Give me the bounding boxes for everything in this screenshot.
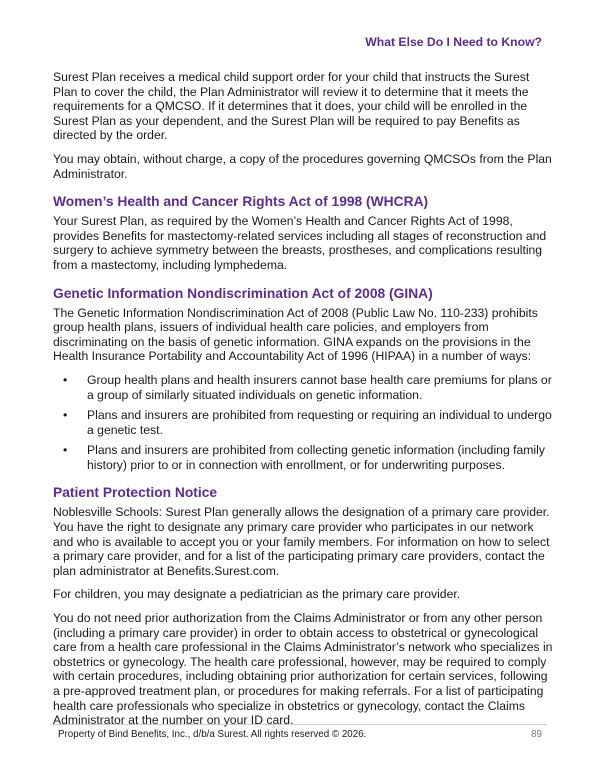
footer-divider <box>53 724 547 725</box>
page-content <box>53 70 553 737</box>
running-header: What Else Do I Need to Know? <box>365 35 542 49</box>
bullet-icon: • <box>63 408 68 423</box>
list-item <box>53 408 553 437</box>
list-item-text: Plans and insurers are prohibited from requesting or requiring an individual to undergo a genetic test. <box>87 408 552 437</box>
bullet-icon: • <box>63 372 68 387</box>
obgyn-paragraph: You do not need prior authorization from the Claims Administrator or from any other person (including a primary care provider) in order to obtain access to obstetrical or gynecological care from a health care professional in the Claims Administrator’s network who specializes in obstetrics or gynecology. The health care professional, however, may be required to comply with certain procedures, including obtaining prior authorization for certain services, following a pre-approved treatment plan, or procedures for making referrals. For a list of participating health care professionals who specialize in obstetrics or gynecology, contact the Claims Administrator at the number on your ID card. <box>53 611 553 728</box>
gina-heading: Genetic Information Nondiscrimination Act of 2008 (GINA) <box>53 285 433 301</box>
list-item-text: Plans and insurers are prohibited from collecting genetic information (including family history) prior to or in connection with enrollment, or for underwriting purposes. <box>87 443 545 472</box>
gina-paragraph: The Genetic Information Nondiscrimination Act of 2008 (Public Law No. 110-233) prohibits group health plans, issuers of individual health care policies, and employers from discriminating on the basis of genetic information. GINA expands on the provisions in the Health Insurance Portability and Accountability Act of 1996 (HIPAA) in a number of ways: <box>53 305 538 364</box>
gina-bullet-list <box>53 373 553 473</box>
whcra-heading: Women’s Health and Cancer Rights Act of 1998 (WHCRA) <box>53 194 429 210</box>
footer-copyright: Property of Bind Benefits, Inc., d/b/a Surest. All rights reserved © 2026. <box>58 729 367 740</box>
bullet-icon: • <box>63 443 68 458</box>
whcra-paragraph: Your Surest Plan, as required by the Women’s Health and Cancer Rights Act of 1998, provides Benefits for mastectomy-related services including all stages of reconstruction and surgery to achieve symmetry between the breasts, prostheses, and complications resulting from a mastectomy, including lymphedema. <box>53 214 547 272</box>
list-item <box>53 373 553 402</box>
page-number: 89 <box>531 729 542 740</box>
patient-protection-heading: Patient Protection Notice <box>53 485 218 501</box>
primary-care-paragraph: Noblesville Schools: Surest Plan generally allows the designation of a primary care provider. You have the right to designate any primary care provider who participates in our network and who is available to accept you or your family members. For information on how to select a primary care provider, and for a list of the participating primary care providers, contact the plan administrator at Benefits.Surest.com. <box>53 505 550 578</box>
qmcso-paragraph: Surest Plan receives a medical child support order for your child that instructs the Surest Plan to cover the child, the Plan Administrator will review it to determine that it meets the requirements for a QMCSO. If it determines that it does, your child will be enrolled in the Surest Plan as your dependent, and the Surest Plan will be required to pay Benefits as directed by the order. <box>53 70 530 143</box>
pediatrician-paragraph: For children, you may designate a pediatrician as the primary care provider. <box>53 587 461 602</box>
list-item-text: Group health plans and health insurers cannot base health care premiums for plans or a group of similarly situated individuals on genetic information. <box>87 372 552 402</box>
list-item <box>53 443 553 472</box>
qmcso-copy-paragraph: You may obtain, without charge, a copy of the procedures governing QMCSOs from the Plan Administrator. <box>53 151 552 181</box>
